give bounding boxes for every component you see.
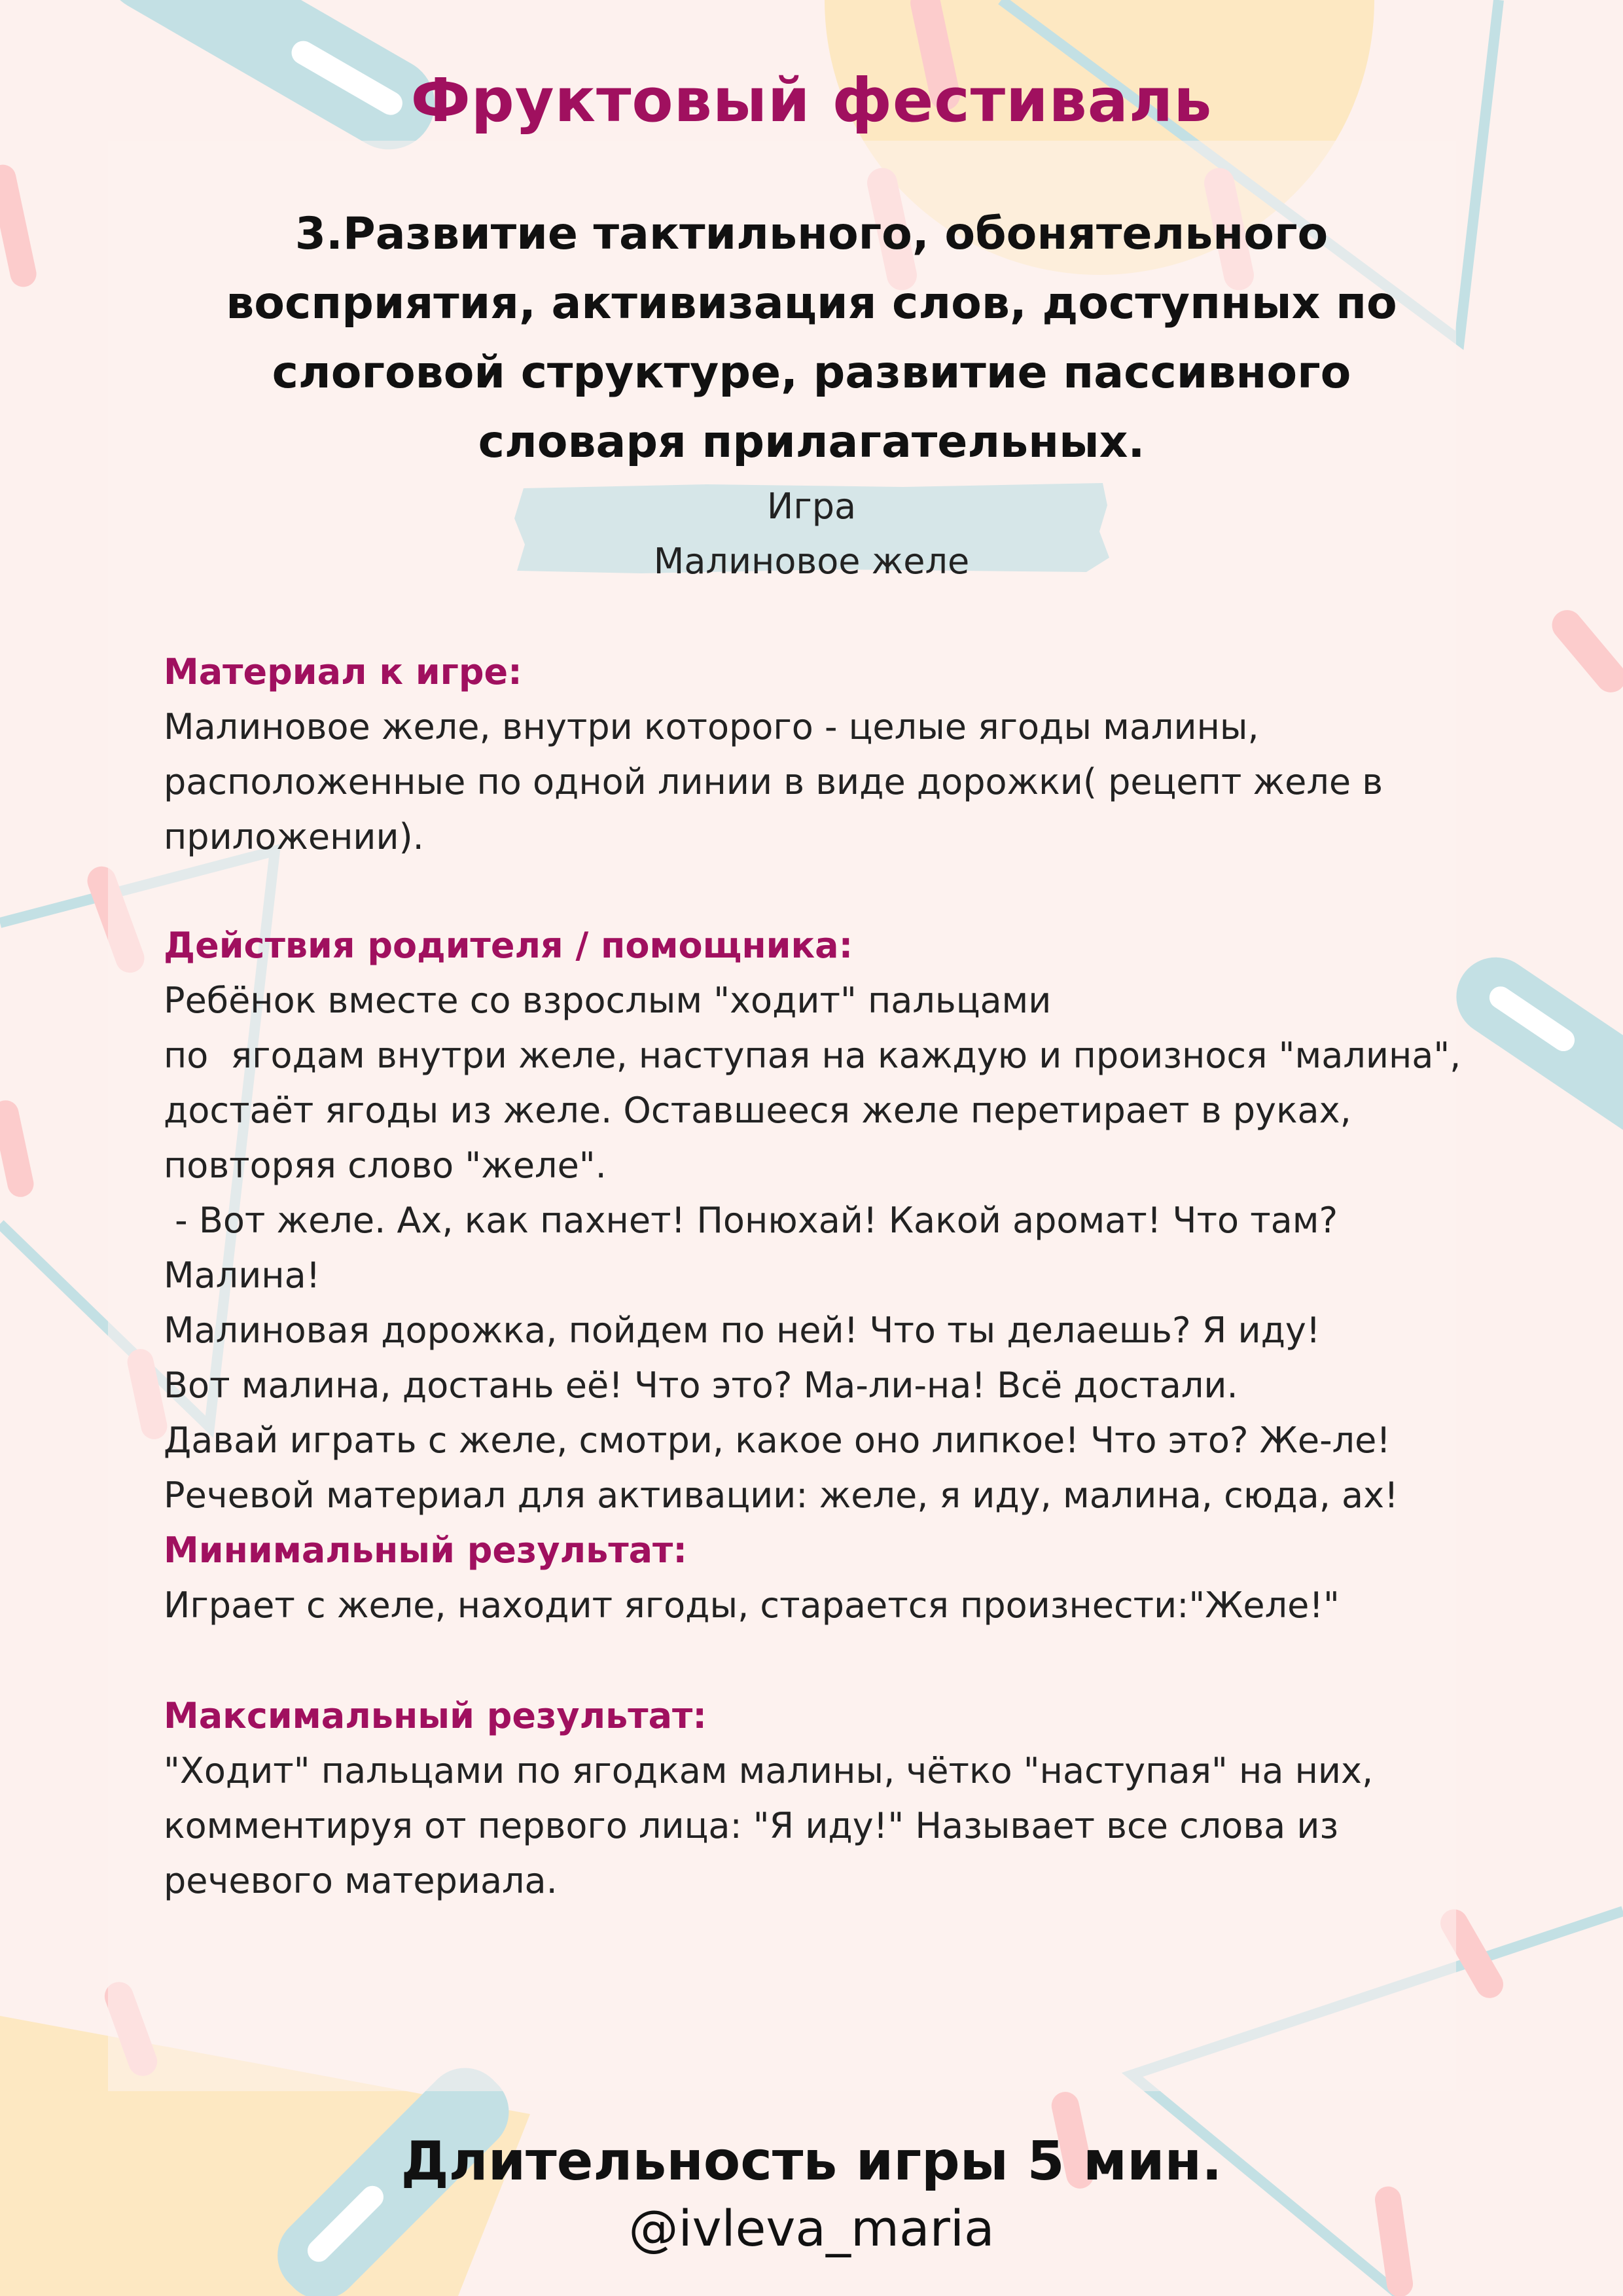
section-line: приложении). — [164, 816, 424, 857]
section-min-result — [164, 1523, 1499, 1633]
section-line: Малиновое желе, внутри которого - целые ягоды малины, — [164, 706, 1259, 747]
page-subtitle — [196, 200, 1427, 477]
game-duration: Длительность игры 5 мин. — [401, 2130, 1222, 2193]
section-line: - Вот желе. Ах, как пахнет! Понюхай! Какой аромат! Что там? Малина! — [164, 1200, 1349, 1296]
section-heading: Минимальный результат: — [164, 1530, 687, 1571]
section-heading: Материал к игре: — [164, 651, 522, 692]
section-line: Малиновая дорожка, пойдем по ней! Что ты делаешь? Я иду! — [164, 1310, 1321, 1351]
section-max-result — [164, 1689, 1499, 1909]
section-line: речевого материала. — [164, 1860, 558, 1901]
section-heading: Максимальный результат: — [164, 1695, 707, 1736]
section-line: повторяя слово "желе". — [164, 1145, 607, 1186]
game-label: Игра — [766, 486, 857, 527]
section-line: достаёт ягоды из желе. Оставшееся желе перетирает в руках, — [164, 1090, 1351, 1131]
author-handle: @ivleva_maria — [628, 2199, 995, 2257]
subtitle-line: слоговой структуре, развитие пассивного — [272, 347, 1351, 399]
section-line: Речевой материал для активации: желе, я иду, малина, сюда, ах! — [164, 1475, 1399, 1516]
game-name-badge — [510, 479, 1113, 582]
section-actions — [164, 918, 1499, 1523]
section-heading: Действия родителя / помощника: — [164, 925, 853, 966]
section-line: Вот малина, достань её! Что это? Ма-ли-на! Всё достали. — [164, 1365, 1238, 1406]
game-title: Малиновое желе — [653, 541, 970, 582]
section-line: расположенные по одной линии в виде дорожки( рецепт желе в — [164, 761, 1383, 802]
section-line: комментируя от первого лица: "Я иду!" Называет все слова из — [164, 1805, 1339, 1846]
section-line: Давай играть с желе, смотри, какое оно липкое! Что это? Же-ле! — [164, 1420, 1391, 1461]
section-line: "Ходит" пальцами по ягодкам малины, чётко "наступая" на них, — [164, 1750, 1374, 1791]
subtitle-line: словаря прилагательных. — [478, 416, 1145, 468]
section-line: Играет с желе, находит ягоды, старается произнести:"Желе!" — [164, 1585, 1340, 1626]
subtitle-line: 3.Развитие тактильного, обонятельного — [294, 208, 1329, 260]
section-materials — [164, 645, 1499, 865]
page-title: Фруктовый фестиваль — [410, 65, 1213, 135]
section-line: Ребёнок вместе со взрослым "ходит" пальцами — [164, 980, 1052, 1021]
subtitle-line: восприятия, активизация слов, доступных по — [226, 278, 1397, 329]
section-line: по ягодам внутри желе, наступая на каждую и произнося "малина", — [164, 1035, 1461, 1076]
